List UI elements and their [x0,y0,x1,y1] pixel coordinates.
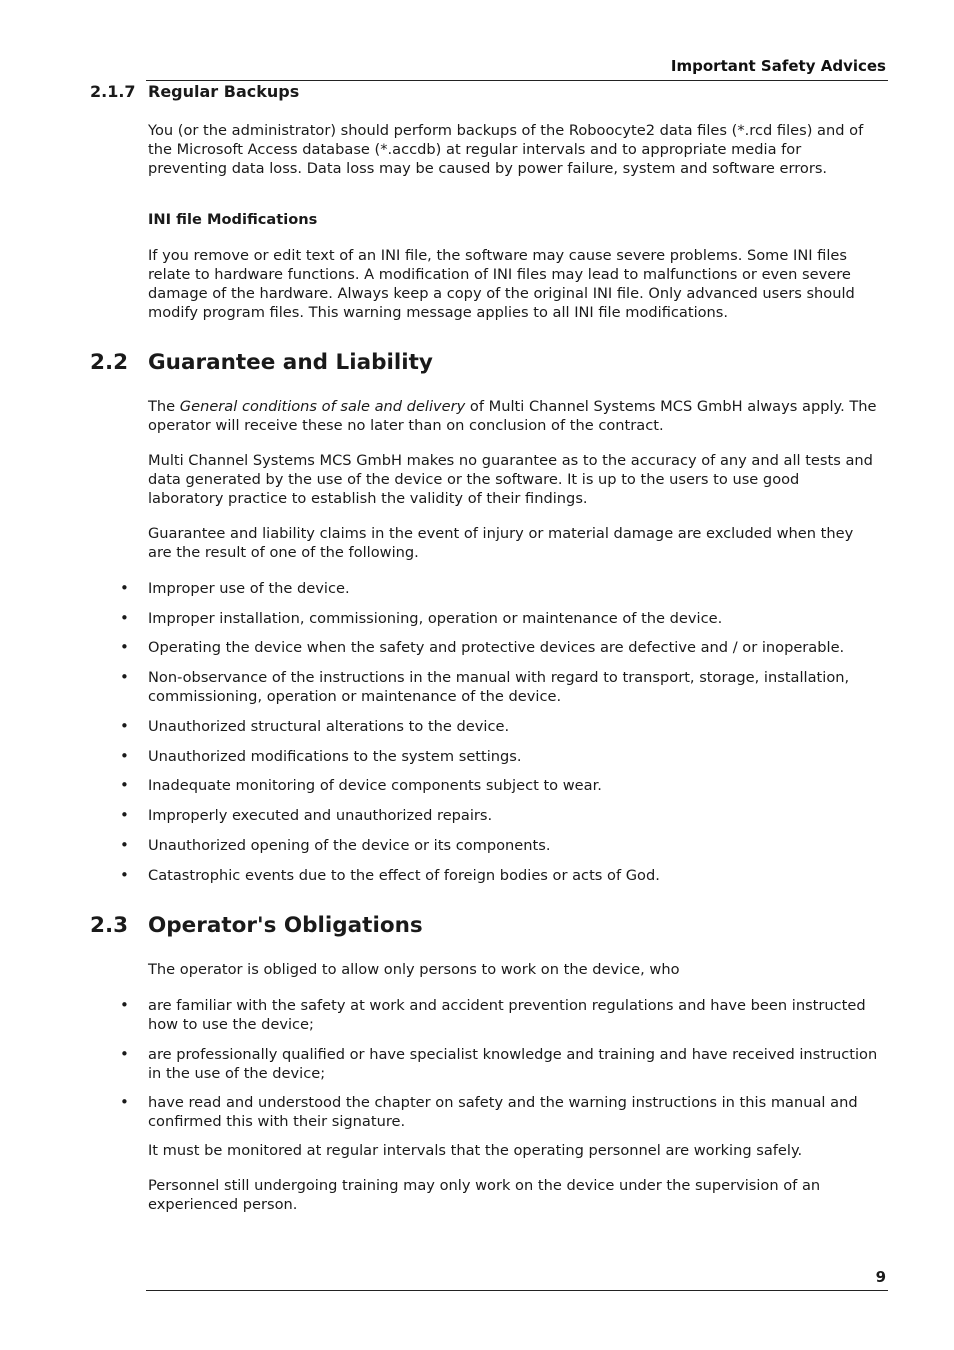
list-item: Unauthorized structural alterations to the device. [148,718,510,735]
backup-paragraph: You (or the administrator) should perform backups of the Roboocyte2 data files (*.rcd files) and of the Microsoft Access database (*.accdb) at regular intervals and to appropriate media for preventing data loss. Data loss may be caused by power failure, system and software errors. [148,122,864,177]
list-item: Catastrophic events due to the effect of foreign bodies or acts of God. [148,867,660,884]
bullet-glyph: • [120,1093,129,1111]
bullet-glyph: • [120,609,129,627]
training-paragraph: Personnel still undergoing training may only work on the device under the supervision of an experienced person. [148,1177,821,1213]
bullet-glyph: • [120,638,129,656]
monitoring-paragraph: It must be monitored at regular intervals that the operating personnel are working safely. [148,1142,803,1159]
list-item: Improper installation, commissioning, operation or maintenance of the device. [148,610,723,627]
bullet-glyph: • [120,996,129,1014]
running-header: Important Safety Advices [670,57,886,75]
list-item: are familiar with the safety at work and accident prevention regulations and have been instructed how to use the device; [148,997,866,1033]
section-number: 2.1.7 [90,82,136,101]
list-item: Unauthorized modifications to the system settings. [148,748,522,765]
page-number: 9 [875,1268,886,1286]
bullet-glyph: • [120,866,129,884]
claims-paragraph: Guarantee and liability claims in the event of injury or material damage are excluded when they are the result of one of the following. [148,525,854,561]
list-item: Operating the device when the safety and protective devices are defective and / or inoperable. [148,639,845,656]
section-title: Guarantee and Liability [148,350,433,375]
ini-subheading: INI file Modifications [148,211,318,228]
section-number: 2.3 [90,913,129,938]
italic-text-run: General conditions of sale and delivery [179,398,466,415]
list-item: Inadequate monitoring of device components subject to wear. [148,777,602,794]
section-title: Operator's Obligations [148,913,423,938]
accuracy-paragraph: Multi Channel Systems MCS GmbH makes no guarantee as to the accuracy of any and all tests and data generated by the use of the device or the software. It is up to the users to use good laboratory practice to establish the validity of their findings. [148,452,873,507]
text-run: The [148,398,180,415]
obligations-intro: The operator is obliged to allow only persons to work on the device, who [148,961,680,978]
bullet-glyph: • [120,836,129,854]
bullet-glyph: • [120,806,129,824]
list-item: have read and understood the chapter on safety and the warning instructions in this manual and confirmed this with their signature. [148,1094,858,1130]
bullet-glyph: • [120,579,129,597]
list-item: Non-observance of the instructions in the manual with regard to transport, storage, installation, commissioning, operation or maintenance of the device. [148,669,850,705]
bullet-glyph: • [120,776,129,794]
bullet-glyph: • [120,1045,129,1063]
section-number: 2.2 [90,350,129,375]
section-title: Regular Backups [148,82,300,101]
list-item: Unauthorized opening of the device or its components. [148,837,551,854]
list-item: are professionally qualified or have specialist knowledge and training and have received instruction in the use of the device; [148,1046,878,1082]
conditions-paragraph [148,397,878,435]
bullet-glyph: • [120,747,129,765]
ini-paragraph: If you remove or edit text of an INI file, the software may cause severe problems. Some INI files relate to hardware functions. A modification of INI files may lead to malfunctions or even severe damage of the hardware. Always keep a copy of the original INI file. Only advanced users should modify program files. This warning message applies to all INI file modifications. [148,247,855,321]
text-run: of Multi Channel Systems MCS GmbH always apply. The operator will receive these no later than on conclusion of the contract. [148,398,877,434]
footer-rule [146,1290,888,1291]
list-item: Improperly executed and unauthorized repairs. [148,807,493,824]
list-item: Improper use of the device. [148,580,350,597]
bullet-glyph: • [120,717,129,735]
bullet-glyph: • [120,668,129,686]
header-rule [146,80,888,81]
